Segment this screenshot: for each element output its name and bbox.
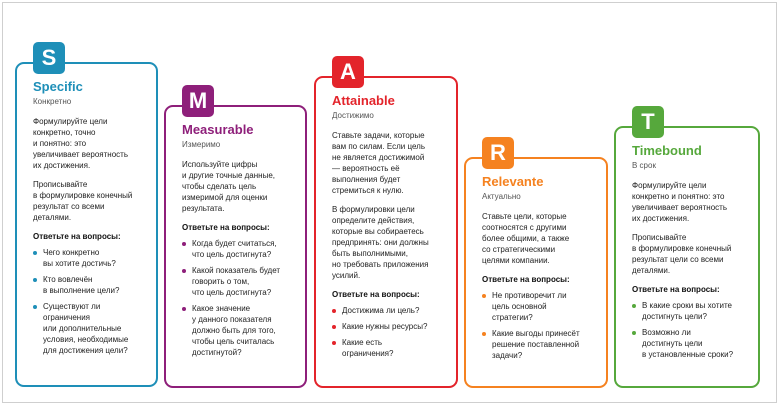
question-item — [182, 265, 295, 298]
question-text: Чего конкретно вы хотите достичь? — [43, 248, 116, 268]
card-paragraph: Формулируйте цели конкретно, точно и понятно: это увеличивает вероятность их достижения. — [33, 117, 128, 170]
card-timebound — [614, 109, 760, 388]
card-paragraph: Прописывайте в формулировке конечный результат цели со всеми деталями. — [632, 233, 732, 275]
question-item — [632, 327, 748, 360]
badge-t: T — [632, 106, 664, 138]
badge-r: R — [482, 137, 514, 169]
question-item — [332, 321, 446, 332]
badge-s: S — [33, 42, 65, 74]
bullet-icon — [332, 325, 336, 329]
question-item — [33, 247, 146, 269]
card-paragraph: Ставьте цели, которые соотносятся с другими более общими, а также со стратегическими целями компании. — [482, 212, 570, 265]
questions-list — [182, 238, 295, 358]
question-text: Возможно ли достигнуть цели в установленные сроки? — [642, 328, 734, 359]
badge-a: A — [332, 56, 364, 88]
card-paragraph: Ставьте задачи, которые вам по силам. Если цель не является достижимой — вероятность её выполнения будет стремиться к нулю. — [332, 131, 425, 195]
card-title: Relevante — [482, 174, 544, 189]
question-text: Существуют ли ограничения или дополнительные условия, необходимые для достижения цели? — [43, 302, 129, 355]
bullet-icon — [33, 278, 37, 282]
card-subtitle: Измеримо — [182, 140, 221, 149]
questions-title: Ответьте на вопросы: — [182, 223, 270, 232]
question-text: В какие сроки вы хотите достигнуть цели? — [642, 301, 732, 321]
question-item — [482, 290, 596, 323]
questions-title: Ответьте на вопросы: — [632, 285, 720, 294]
question-item — [33, 301, 146, 356]
questions-list — [632, 300, 748, 360]
bullet-icon — [482, 294, 486, 298]
questions-title: Ответьте на вопросы: — [332, 290, 420, 299]
question-text: Какие нужны ресурсы? — [342, 322, 428, 331]
card-subtitle: Актуально — [482, 192, 521, 201]
card-paragraph: Прописывайте в формулировке конечный результат со всеми деталями. — [33, 180, 133, 222]
card-paragraph: В формулировки цели определите действия, которые вы собираетесь предпринять: они должны быть выполнимыми, но требовать приложения усилий. — [332, 205, 429, 280]
card-subtitle: Конкретно — [33, 97, 72, 106]
questions-title: Ответьте на вопросы: — [33, 232, 121, 241]
card-relevante — [464, 140, 608, 388]
question-text: Не противоречит ли цель основной стратегии? — [492, 291, 567, 322]
question-text: Какие выгоды принесёт решение поставленной задачи? — [492, 329, 580, 360]
question-item — [182, 238, 295, 260]
bullet-icon — [482, 332, 486, 336]
questions-title: Ответьте на вопросы: — [482, 275, 570, 284]
bullet-icon — [182, 307, 186, 311]
question-text: Кто вовлечён в выполнение цели? — [43, 275, 120, 295]
question-text: Какой показатель будет говорить о том, что цель достигнута? — [192, 266, 281, 297]
question-item — [332, 337, 446, 359]
bullet-icon — [182, 269, 186, 273]
question-item — [33, 274, 146, 296]
badge-m: M — [182, 85, 214, 117]
bullet-icon — [332, 341, 336, 345]
bullet-icon — [632, 331, 636, 335]
question-text: Достижима ли цель? — [342, 306, 420, 315]
bullet-icon — [182, 242, 186, 246]
bullet-icon — [33, 251, 37, 255]
question-item — [182, 303, 295, 358]
bullet-icon — [632, 304, 636, 308]
card-title: Attainable — [332, 93, 395, 108]
card-title: Timebound — [632, 143, 702, 158]
card-paragraph: Используйте цифры и другие точные данные, чтобы сделать цель измеримой для оценки результата. — [182, 160, 276, 213]
question-text: Какие есть ограничения? — [342, 338, 394, 358]
questions-list — [33, 247, 146, 356]
bullet-icon — [332, 309, 336, 313]
card-measurable — [164, 88, 307, 388]
question-text: Какое значение у данного показателя должно быть для того, чтобы цель считалась достигнутой? — [192, 304, 276, 357]
question-item — [632, 300, 748, 322]
card-specific — [15, 45, 158, 387]
question-text: Когда будет считаться, что цель достигнута? — [192, 239, 277, 259]
card-subtitle: В срок — [632, 161, 656, 170]
card-paragraph: Формулируйте цели конкретно и понятно: это увеличивает вероятность их достижения. — [632, 181, 727, 223]
card-title: Specific — [33, 79, 83, 94]
bullet-icon — [33, 305, 37, 309]
questions-list — [482, 290, 596, 361]
question-item — [332, 305, 446, 316]
card-subtitle: Достижимо — [332, 111, 374, 120]
card-title: Measurable — [182, 122, 254, 137]
question-item — [482, 328, 596, 361]
card-attainable — [314, 59, 458, 388]
questions-list — [332, 305, 446, 359]
